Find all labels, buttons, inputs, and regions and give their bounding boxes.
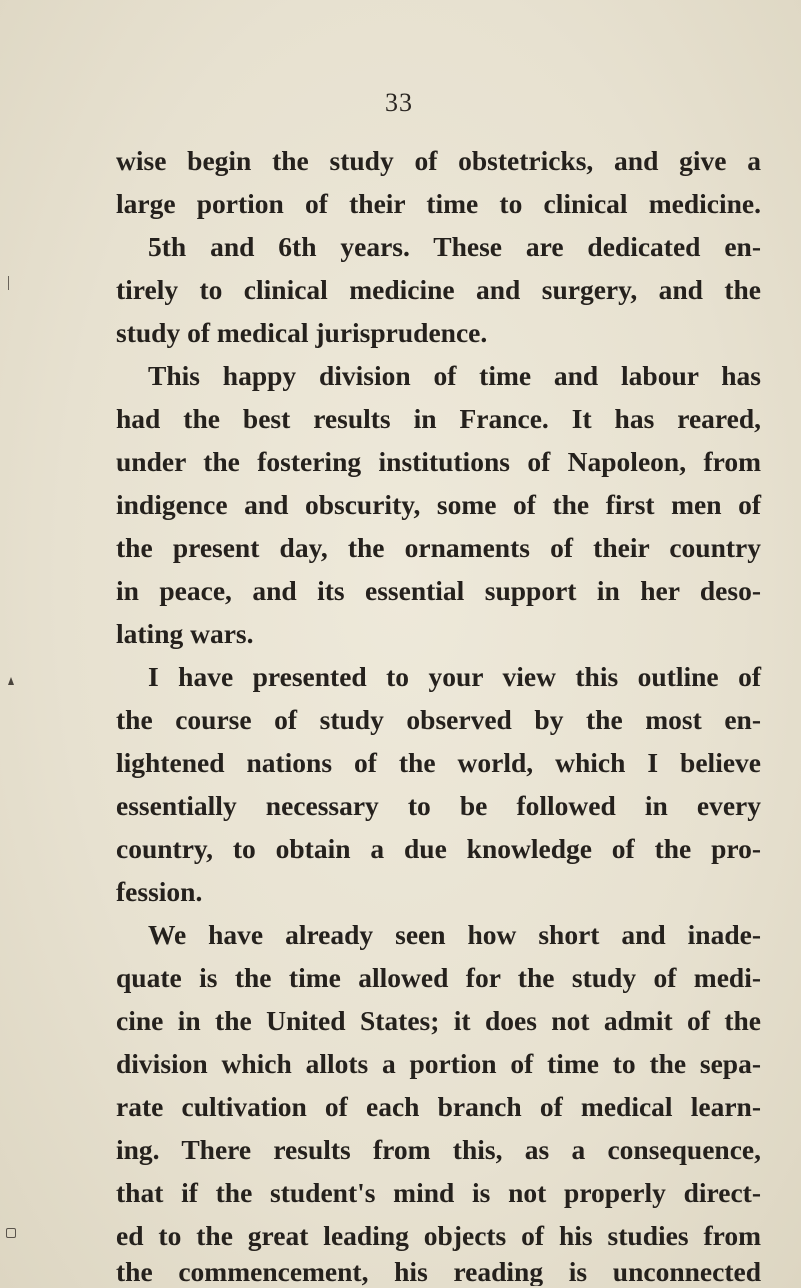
margin-mark [8, 677, 14, 685]
text-line: ing. There results from this, as a consequence, [116, 1134, 761, 1165]
text-line: that if the student's mind is not properly direct- [116, 1177, 761, 1208]
text-line: fession. [116, 876, 203, 907]
text-line: under the fostering institutions of Napoleon, from [116, 446, 761, 477]
text-line: rate cultivation of each branch of medical learn- [116, 1091, 761, 1122]
text-line: quate is the time allowed for the study of medi- [116, 962, 761, 993]
text-line: the present day, the ornaments of their country [116, 532, 761, 563]
text-line: in peace, and its essential support in her deso- [116, 575, 761, 606]
text-line: had the best results in France. It has reared, [116, 403, 761, 434]
text-line: This happy division of time and labour has [148, 360, 761, 391]
page-number: 33 [385, 88, 413, 117]
text-line: essentially necessary to be followed in every [116, 790, 761, 821]
text-line: division which allots a portion of time to the sepa- [116, 1048, 761, 1079]
text-line: 5th and 6th years. These are dedicated en- [148, 231, 761, 262]
text-line: country, to obtain a due knowledge of the pro- [116, 833, 761, 864]
text-line: study of medical jurisprudence. [116, 317, 488, 348]
text-line: I have presented to your view this outline of [148, 661, 761, 692]
text-line: large portion of their time to clinical medicine. [116, 188, 761, 219]
text-line: lating wars. [116, 618, 254, 649]
margin-mark [8, 276, 12, 290]
text-line: indigence and obscurity, some of the first men of [116, 489, 761, 520]
margin-mark [6, 1228, 16, 1238]
text-line: the commencement, his reading is unconnected [116, 1258, 761, 1286]
text-line: wise begin the study of obstetricks, and give a [116, 145, 761, 176]
text-line: cine in the United States; it does not admit of the [116, 1005, 761, 1036]
text-line: the course of study observed by the most en- [116, 704, 761, 735]
text-line: We have already seen how short and inade- [148, 919, 761, 950]
text-line: tirely to clinical medicine and surgery, and the [116, 274, 761, 305]
text-line: lightened nations of the world, which I believe [116, 747, 761, 778]
text-line: ed to the great leading objects of his studies from [116, 1220, 761, 1251]
